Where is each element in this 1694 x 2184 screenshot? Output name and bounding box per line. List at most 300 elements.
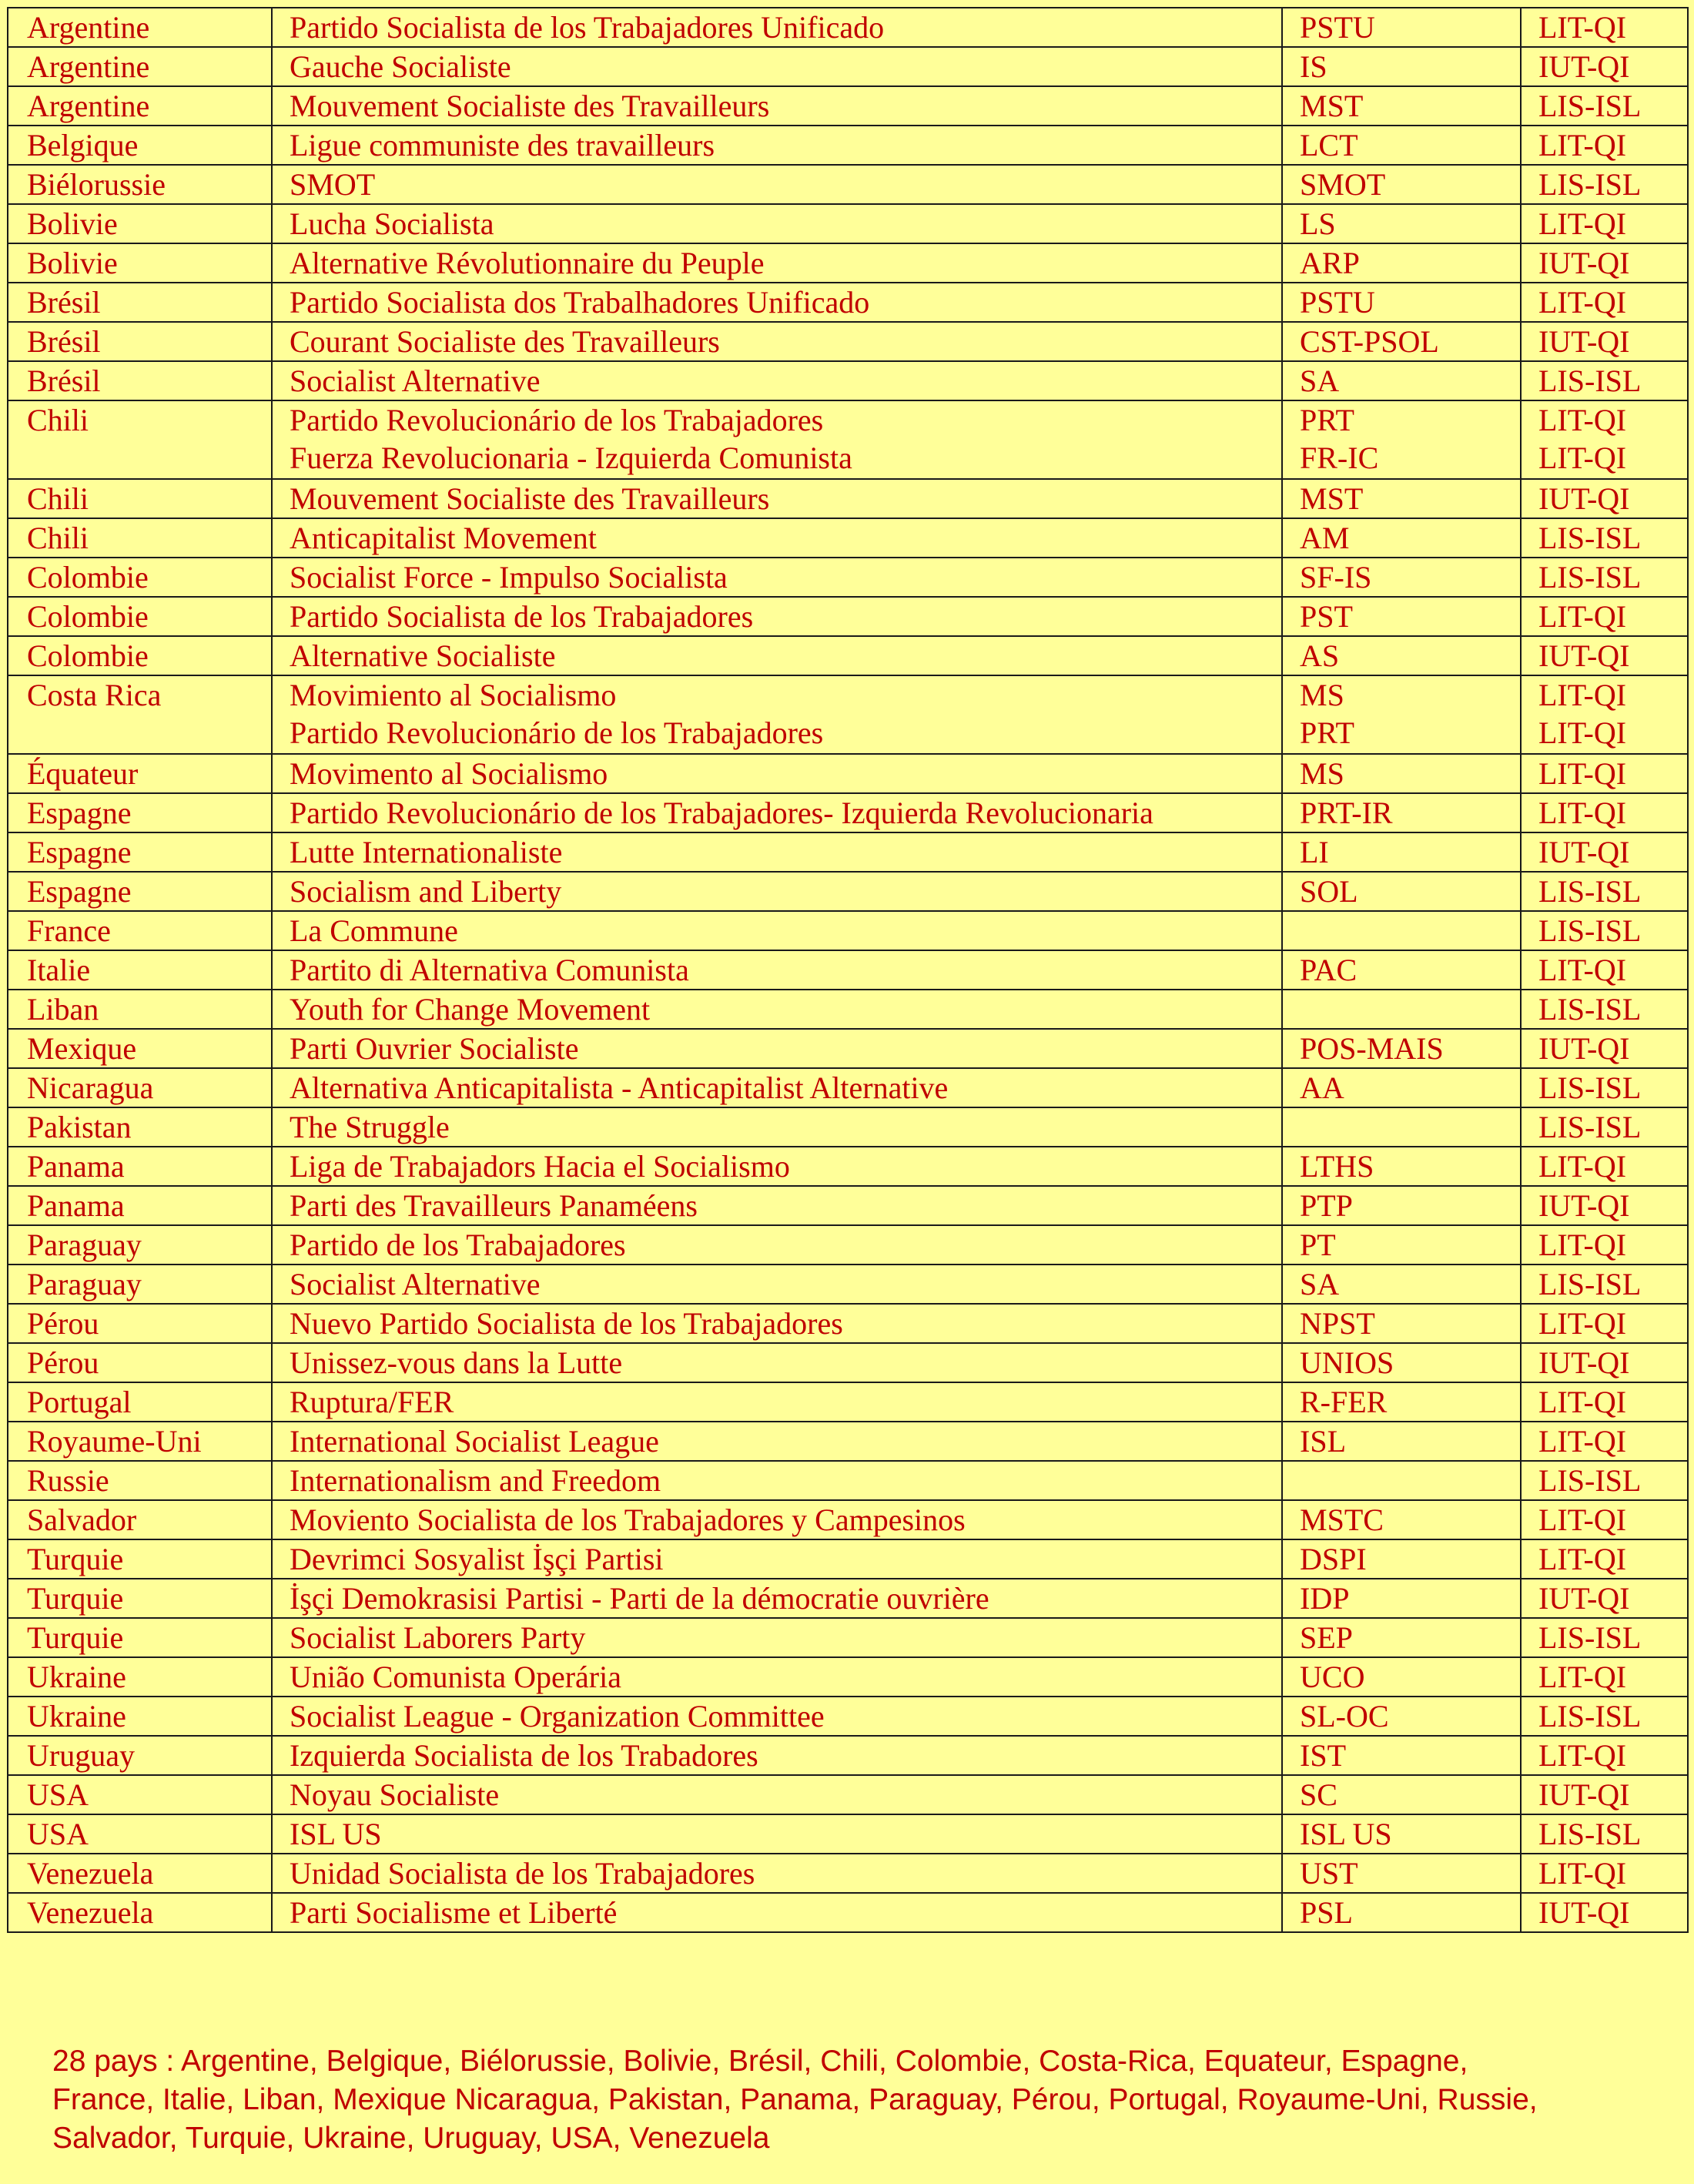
organization-name: İşçi Demokrasisi Partisi - Parti de la démocratie ouvrière [290, 1581, 989, 1616]
country-cell: Liban [8, 990, 272, 1029]
organization-name-cell [272, 243, 1282, 283]
organization-name: Mouvement Socialiste des Travailleurs [290, 481, 770, 516]
abbreviation-cell [1282, 1697, 1521, 1736]
organization-name: Internationalism and Freedom [290, 1463, 661, 1498]
abbreviation: PRT [1300, 715, 1354, 750]
table-row [8, 1500, 1688, 1539]
international-cell [1521, 754, 1688, 793]
country-cell: Brésil [8, 361, 272, 400]
table-row [8, 675, 1688, 754]
international: LIS-ISL [1538, 1817, 1642, 1851]
organization-name-cell [272, 1461, 1282, 1500]
country-cell: Belgique [8, 126, 272, 165]
organization-name-cell [272, 1304, 1282, 1343]
table-row [8, 1775, 1688, 1814]
international: LIS-ISL [1538, 1620, 1642, 1655]
international: LIS-ISL [1538, 560, 1642, 595]
table-row [8, 1736, 1688, 1775]
international-cell [1521, 1343, 1688, 1382]
international: LIS-ISL [1538, 874, 1642, 909]
country-cell: Biélorussie [8, 165, 272, 204]
international: LIT-QI [1538, 10, 1627, 45]
international-cell [1521, 1068, 1688, 1107]
organization-name-cell [272, 1068, 1282, 1107]
abbreviation: PSL [1300, 1895, 1353, 1930]
abbreviation: PAC [1300, 953, 1358, 987]
organization-name: Alternativa Anticapitalista - Anticapitalist Alternative [290, 1070, 949, 1105]
abbreviation: MS [1300, 756, 1344, 791]
international-cell [1521, 322, 1688, 361]
international-cell [1521, 793, 1688, 832]
abbreviation-cell [1282, 1854, 1521, 1893]
country-cell: France [8, 911, 272, 950]
organization-name: Ligue communiste des travailleurs [290, 128, 715, 162]
organization-name-cell [272, 479, 1282, 518]
international-cell [1521, 1697, 1688, 1736]
country-cell: Panama [8, 1147, 272, 1186]
international: LIS-ISL [1538, 1070, 1642, 1105]
organization-name-cell [272, 1579, 1282, 1618]
table-row [8, 1304, 1688, 1343]
abbreviation-cell [1282, 479, 1521, 518]
table-row [8, 479, 1688, 518]
abbreviation: AM [1300, 521, 1350, 555]
international: LIT-QI [1538, 1660, 1627, 1694]
abbreviation: PSTU [1300, 285, 1375, 320]
international-cell [1521, 990, 1688, 1029]
abbreviation: LI [1300, 835, 1329, 869]
abbreviation: IST [1300, 1738, 1346, 1773]
international: LIS-ISL [1538, 913, 1642, 948]
international-cell [1521, 950, 1688, 990]
organization-name: Alternative Socialiste [290, 638, 556, 673]
abbreviation-cell [1282, 1147, 1521, 1186]
organization-name: Devrimci Sosyalist İşçi Partisi [290, 1542, 664, 1576]
abbreviation: PTP [1300, 1188, 1353, 1223]
organization-name-cell [272, 1029, 1282, 1068]
organization-name: Socialist League - Organization Committee [290, 1699, 825, 1733]
organization-name-cell [272, 872, 1282, 911]
table-row [8, 990, 1688, 1029]
organizations-table [7, 7, 1689, 1933]
organization-name: Socialist Alternative [290, 1267, 541, 1301]
international-cell [1521, 400, 1688, 479]
country-cell: Chili [8, 479, 272, 518]
international-cell [1521, 636, 1688, 675]
international-cell [1521, 1304, 1688, 1343]
abbreviation [1300, 1108, 1520, 1146]
international: LIT-QI [1538, 1424, 1627, 1459]
organization-name: Partido Socialista dos Trabalhadores Unificado [290, 285, 870, 320]
abbreviation [1300, 1462, 1520, 1499]
organization-name: Gauche Socialiste [290, 49, 511, 84]
table-row [8, 126, 1688, 165]
country-cell: Argentine [8, 47, 272, 86]
abbreviation: PST [1300, 599, 1353, 634]
international-cell [1521, 1225, 1688, 1265]
table-row [8, 204, 1688, 243]
country-cell: Russie [8, 1461, 272, 1500]
organization-name: União Comunista Operária [290, 1660, 621, 1694]
organization-name-cell [272, 361, 1282, 400]
country-cell: Salvador [8, 1500, 272, 1539]
country-cell: Italie [8, 950, 272, 990]
international: LIT-QI [1538, 1542, 1627, 1576]
organization-name-cell [272, 911, 1282, 950]
international-cell [1521, 86, 1688, 126]
international: LIS-ISL [1538, 1267, 1642, 1301]
organization-name: Socialist Force - Impulso Socialista [290, 560, 728, 595]
organization-name: Movimiento al Socialismo [290, 678, 617, 712]
international: LIT-QI [1538, 953, 1627, 987]
table-row [8, 1382, 1688, 1422]
international-cell [1521, 1029, 1688, 1068]
abbreviation: LTHS [1300, 1149, 1374, 1184]
abbreviation-cell [1282, 950, 1521, 990]
abbreviation-cell [1282, 1382, 1521, 1422]
abbreviation: DSPI [1300, 1542, 1367, 1576]
international: LIT-QI [1538, 796, 1627, 830]
table-row [8, 1579, 1688, 1618]
organization-name-cell [272, 204, 1282, 243]
table-row [8, 322, 1688, 361]
table-row [8, 872, 1688, 911]
international: IUT-QI [1538, 1031, 1630, 1066]
country-cell: Turquie [8, 1579, 272, 1618]
abbreviation-cell [1282, 47, 1521, 86]
organization-name: Parti des Travailleurs Panaméens [290, 1188, 698, 1223]
abbreviation [1300, 912, 1520, 950]
abbreviation: SA [1300, 363, 1340, 398]
abbreviation: R-FER [1300, 1385, 1388, 1419]
abbreviation-cell [1282, 1343, 1521, 1382]
organization-name-cell [272, 1697, 1282, 1736]
organization-name-cell [272, 1736, 1282, 1775]
countries-summary [52, 2042, 1669, 2158]
country-cell: Colombie [8, 597, 272, 636]
abbreviation-cell [1282, 636, 1521, 675]
international: LIS-ISL [1538, 1699, 1642, 1733]
organization-name: Unidad Socialista de los Trabajadores [290, 1856, 755, 1891]
international: LIT-QI [1538, 285, 1627, 320]
table-row [8, 1461, 1688, 1500]
country-cell: Chili [8, 518, 272, 558]
organization-name-cell [272, 400, 1282, 479]
international: LIT-QI [1538, 128, 1627, 162]
international: IUT-QI [1538, 1188, 1630, 1223]
organization-name: Socialism and Liberty [290, 874, 562, 909]
abbreviation: SEP [1300, 1620, 1353, 1655]
country-cell: Nicaragua [8, 1068, 272, 1107]
organization-name: Partido Revolucionário de los Trabajadores [290, 715, 824, 750]
international: LIS-ISL [1538, 521, 1642, 555]
abbreviation: AA [1300, 1070, 1344, 1105]
international: LIT-QI [1538, 206, 1627, 241]
international: LIT-QI [1538, 403, 1627, 437]
table-row [8, 8, 1688, 47]
country-cell: Mexique [8, 1029, 272, 1068]
organization-name-cell [272, 1265, 1282, 1304]
abbreviation-cell [1282, 754, 1521, 793]
table-row [8, 793, 1688, 832]
abbreviation-cell [1282, 400, 1521, 479]
international-cell [1521, 597, 1688, 636]
international-cell [1521, 243, 1688, 283]
table-row [8, 1657, 1688, 1697]
abbreviation-cell [1282, 283, 1521, 322]
international-cell [1521, 872, 1688, 911]
organization-name: Youth for Change Movement [290, 992, 651, 1027]
organization-name: SMOT [290, 167, 376, 202]
organization-name-cell [272, 1539, 1282, 1579]
international-cell [1521, 1814, 1688, 1854]
abbreviation: MST [1300, 481, 1364, 516]
country-cell: Venezuela [8, 1893, 272, 1932]
table-row [8, 754, 1688, 793]
abbreviation-cell [1282, 1225, 1521, 1265]
international: LIS-ISL [1538, 363, 1642, 398]
organization-name-cell [272, 283, 1282, 322]
table-row [8, 1697, 1688, 1736]
abbreviation: PRT-IR [1300, 796, 1393, 830]
abbreviation: LCT [1300, 128, 1358, 162]
international: LIT-QI [1538, 1856, 1627, 1891]
table-row [8, 1893, 1688, 1932]
organization-name: Mouvement Socialiste des Travailleurs [290, 89, 770, 123]
organization-name: Noyau Socialiste [290, 1777, 500, 1812]
abbreviation-cell [1282, 165, 1521, 204]
abbreviation-cell [1282, 597, 1521, 636]
table-row [8, 1539, 1688, 1579]
international-cell [1521, 283, 1688, 322]
organization-name-cell [272, 322, 1282, 361]
organization-name-cell [272, 1893, 1282, 1932]
organization-name: Fuerza Revolucionaria - Izquierda Comunista [290, 440, 852, 475]
abbreviation-cell [1282, 1775, 1521, 1814]
table-row [8, 1422, 1688, 1461]
organization-name: Moviento Socialista de los Trabajadores y Campesinos [290, 1502, 966, 1537]
abbreviation: PSTU [1300, 10, 1375, 45]
abbreviation: MS [1300, 678, 1344, 712]
abbreviation-cell [1282, 1107, 1521, 1147]
country-cell: Paraguay [8, 1265, 272, 1304]
abbreviation-cell [1282, 872, 1521, 911]
organization-name: International Socialist League [290, 1424, 659, 1459]
country-cell: Chili [8, 400, 272, 479]
organization-name: La Commune [290, 913, 458, 948]
organization-name: Partido Socialista de los Trabajadores [290, 599, 754, 634]
international: IUT-QI [1538, 246, 1630, 280]
organization-name: Alternative Révolutionnaire du Peuple [290, 246, 765, 280]
international-cell [1521, 361, 1688, 400]
abbreviation-cell [1282, 1265, 1521, 1304]
abbreviation-cell [1282, 1500, 1521, 1539]
organization-name: Partito di Alternativa Comunista [290, 953, 689, 987]
abbreviation [1300, 990, 1520, 1028]
international-cell [1521, 1618, 1688, 1657]
international-cell [1521, 1265, 1688, 1304]
table-row [8, 597, 1688, 636]
abbreviation: MST [1300, 89, 1364, 123]
country-cell: USA [8, 1814, 272, 1854]
abbreviation-cell [1282, 1736, 1521, 1775]
abbreviation-cell [1282, 1618, 1521, 1657]
table-row [8, 1343, 1688, 1382]
abbreviation-cell [1282, 990, 1521, 1029]
organization-name-cell [272, 832, 1282, 872]
table-row [8, 832, 1688, 872]
summary-line-3: Salvador, Turquie, Ukraine, Uruguay, USA, Venezuela [52, 2122, 770, 2155]
international-cell [1521, 1579, 1688, 1618]
organization-name: Ruptura/FER [290, 1385, 454, 1419]
organization-name-cell [272, 126, 1282, 165]
organization-name: Liga de Trabajadors Hacia el Socialismo [290, 1149, 790, 1184]
organization-name: Anticapitalist Movement [290, 521, 597, 555]
organization-name-cell [272, 675, 1282, 754]
table-row [8, 636, 1688, 675]
abbreviation-cell [1282, 558, 1521, 597]
international: LIT-QI [1538, 1385, 1627, 1419]
summary-line-1: 28 pays : Argentine, Belgique, Biélorussie, Bolivie, Brésil, Chili, Colombie, Costa-Rica, Equateur, Espagne, [52, 2045, 1468, 2078]
organization-name: Partido de los Trabajadores [290, 1228, 626, 1262]
abbreviation: SF-IS [1300, 560, 1372, 595]
abbreviation-cell [1282, 911, 1521, 950]
international: LIT-QI [1538, 599, 1627, 634]
country-cell: Colombie [8, 558, 272, 597]
international-cell [1521, 675, 1688, 754]
abbreviation: SOL [1300, 874, 1358, 909]
international: LIS-ISL [1538, 167, 1642, 202]
organization-name-cell [272, 1854, 1282, 1893]
country-cell: Colombie [8, 636, 272, 675]
country-cell: USA [8, 1775, 272, 1814]
international: LIT-QI [1538, 715, 1627, 750]
organization-name-cell [272, 1343, 1282, 1382]
country-cell: Turquie [8, 1539, 272, 1579]
abbreviation: CST-PSOL [1300, 324, 1439, 359]
international: LIS-ISL [1538, 89, 1642, 123]
abbreviation-cell [1282, 1579, 1521, 1618]
international-cell [1521, 8, 1688, 47]
table-row [8, 950, 1688, 990]
organization-name: Partido Socialista de los Trabajadores Unificado [290, 10, 885, 45]
country-cell: Costa Rica [8, 675, 272, 754]
organization-name-cell [272, 1500, 1282, 1539]
organization-name: Parti Socialisme et Liberté [290, 1895, 618, 1930]
table-row [8, 1029, 1688, 1068]
table-body [8, 8, 1688, 1932]
table-row [8, 1107, 1688, 1147]
organization-name-cell [272, 8, 1282, 47]
abbreviation: ISL [1300, 1424, 1346, 1459]
country-cell: Espagne [8, 872, 272, 911]
abbreviation-cell [1282, 1422, 1521, 1461]
organization-name: Nuevo Partido Socialista de los Trabajadores [290, 1306, 843, 1341]
country-cell: Argentine [8, 8, 272, 47]
international: IUT-QI [1538, 324, 1630, 359]
international: IUT-QI [1538, 638, 1630, 673]
international-cell [1521, 518, 1688, 558]
country-cell: Portugal [8, 1382, 272, 1422]
organization-name-cell [272, 597, 1282, 636]
international: LIT-QI [1538, 1149, 1627, 1184]
country-cell: Paraguay [8, 1225, 272, 1265]
abbreviation: POS-MAIS [1300, 1031, 1444, 1066]
table-row [8, 400, 1688, 479]
international-cell [1521, 1461, 1688, 1500]
international-cell [1521, 1422, 1688, 1461]
table-row [8, 1814, 1688, 1854]
country-cell: Argentine [8, 86, 272, 126]
international-cell [1521, 47, 1688, 86]
table-row [8, 86, 1688, 126]
abbreviation-cell [1282, 518, 1521, 558]
country-cell: Venezuela [8, 1854, 272, 1893]
abbreviation: ARP [1300, 246, 1360, 280]
abbreviation-cell [1282, 322, 1521, 361]
abbreviation: SA [1300, 1267, 1340, 1301]
international-cell [1521, 126, 1688, 165]
abbreviation-cell [1282, 675, 1521, 754]
abbreviation: SL-OC [1300, 1699, 1389, 1733]
organization-name: Courant Socialiste des Travailleurs [290, 324, 720, 359]
international: LIT-QI [1538, 1306, 1627, 1341]
organization-name: Socialist Laborers Party [290, 1620, 586, 1655]
abbreviation-cell [1282, 1657, 1521, 1697]
abbreviation: MSTC [1300, 1502, 1384, 1537]
international-cell [1521, 1893, 1688, 1932]
organization-name: ISL US [290, 1817, 382, 1851]
organization-name: Socialist Alternative [290, 363, 541, 398]
international-cell [1521, 1854, 1688, 1893]
organization-name: Partido Revolucionário de los Trabajadores- Izquierda Revolucionaria [290, 796, 1153, 830]
international: IUT-QI [1538, 1777, 1630, 1812]
international: LIT-QI [1538, 1228, 1627, 1262]
international-cell [1521, 479, 1688, 518]
country-cell: Ukraine [8, 1657, 272, 1697]
organization-name: The Struggle [290, 1110, 450, 1144]
organization-name-cell [272, 754, 1282, 793]
international-cell [1521, 558, 1688, 597]
international: LIT-QI [1538, 1502, 1627, 1537]
international: LIS-ISL [1538, 1463, 1642, 1498]
international: LIS-ISL [1538, 992, 1642, 1027]
organization-name-cell [272, 47, 1282, 86]
abbreviation: LS [1300, 206, 1336, 241]
international: IUT-QI [1538, 1345, 1630, 1380]
country-cell: Turquie [8, 1618, 272, 1657]
country-cell: Uruguay [8, 1736, 272, 1775]
abbreviation-cell [1282, 793, 1521, 832]
abbreviation: AS [1300, 638, 1340, 673]
international-cell [1521, 832, 1688, 872]
table-row [8, 1068, 1688, 1107]
country-cell: Pakistan [8, 1107, 272, 1147]
organization-name: Movimento al Socialismo [290, 756, 608, 791]
international-cell [1521, 1107, 1688, 1147]
country-cell: Brésil [8, 283, 272, 322]
international-cell [1521, 1500, 1688, 1539]
country-cell: Bolivie [8, 243, 272, 283]
international: LIT-QI [1538, 678, 1627, 712]
abbreviation: FR-IC [1300, 440, 1379, 475]
organization-name: Unissez-vous dans la Lutte [290, 1345, 623, 1380]
international-cell [1521, 1539, 1688, 1579]
international-cell [1521, 1657, 1688, 1697]
abbreviation-cell [1282, 86, 1521, 126]
country-cell: Panama [8, 1186, 272, 1225]
summary-line-2: France, Italie, Liban, Mexique Nicaragua, Pakistan, Panama, Paraguay, Pérou, Portugal, Royaume-Uni, Russie, [52, 2083, 1538, 2116]
